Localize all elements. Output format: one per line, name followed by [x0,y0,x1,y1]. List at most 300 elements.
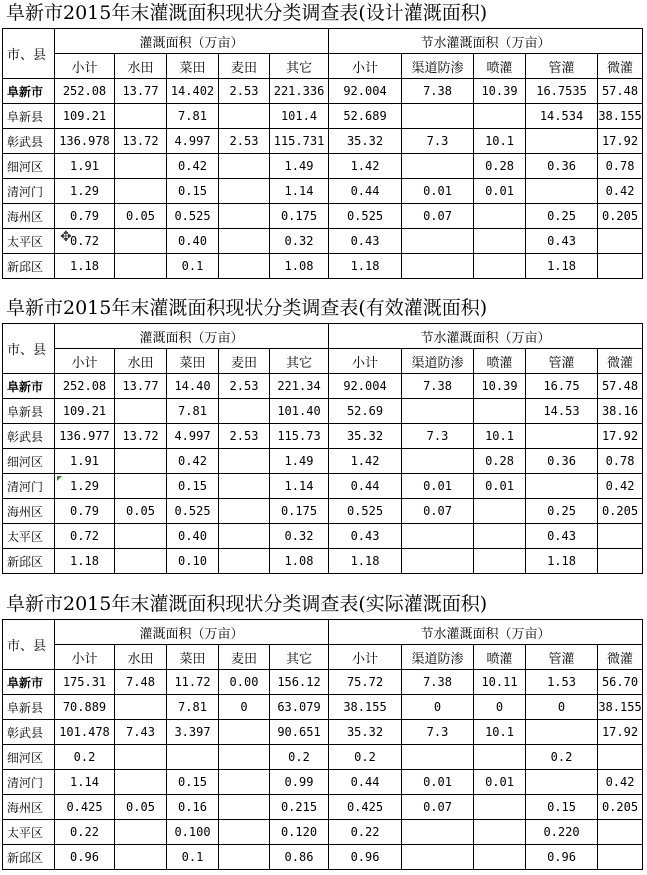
data-cell[interactable] [219,449,270,474]
data-cell[interactable] [219,820,270,845]
data-cell[interactable]: 252.08 [55,374,115,399]
data-cell[interactable] [115,820,167,845]
data-cell[interactable]: 0.32 [270,229,329,254]
column-header[interactable]: 渠道防渗 [402,645,474,670]
data-cell[interactable]: 1.18 [329,254,402,279]
data-cell[interactable]: 0.2 [526,745,598,770]
data-cell[interactable]: 1.91 [55,154,115,179]
region-name-cell[interactable]: 清河门 [3,179,55,204]
data-cell[interactable]: 1.14 [270,474,329,499]
column-header[interactable]: 微灌 [598,54,643,79]
data-cell[interactable] [115,104,167,129]
data-cell[interactable] [219,795,270,820]
region-name-cell[interactable]: 阜新县 [3,399,55,424]
data-cell[interactable]: 7.3 [402,720,474,745]
data-cell[interactable]: 2.53 [219,129,270,154]
region-name-cell[interactable]: 彰武县 [3,424,55,449]
data-cell[interactable]: 0.22 [329,820,402,845]
data-cell[interactable]: 0.10 [167,549,219,574]
column-header[interactable]: 菜田 [167,645,219,670]
data-cell[interactable]: 75.72 [329,670,402,695]
data-cell[interactable] [598,820,643,845]
data-cell[interactable]: 11.72 [167,670,219,695]
data-cell[interactable]: 0.215 [270,795,329,820]
data-cell[interactable]: 0.79 [55,204,115,229]
region-header[interactable]: 市、县 [3,620,55,670]
column-header[interactable]: 喷灌 [474,349,526,374]
data-cell[interactable]: 0.43 [526,524,598,549]
data-cell[interactable]: 0.36 [526,449,598,474]
column-header[interactable]: 小计 [55,645,115,670]
data-cell[interactable]: 0.01 [474,770,526,795]
column-header[interactable]: 喷灌 [474,645,526,670]
data-cell[interactable]: 109.21 [55,399,115,424]
data-cell[interactable] [598,745,643,770]
data-cell[interactable]: 0.2 [329,745,402,770]
data-cell[interactable]: 175.31 [55,670,115,695]
data-cell[interactable] [526,770,598,795]
data-cell[interactable]: 16.7535 [526,79,598,104]
data-cell[interactable]: 57.48 [598,79,643,104]
data-cell[interactable]: 1.29 [55,474,115,499]
region-header[interactable]: 市、县 [3,29,55,79]
data-cell[interactable]: 7.81 [167,399,219,424]
data-cell[interactable]: 0.01 [402,179,474,204]
data-cell[interactable] [219,474,270,499]
data-cell[interactable]: 7.38 [402,374,474,399]
region-header[interactable]: 市、县 [3,324,55,374]
data-cell[interactable]: 57.48 [598,374,643,399]
data-cell[interactable]: 52.69 [329,399,402,424]
data-cell[interactable] [402,845,474,870]
data-cell[interactable]: 0.16 [167,795,219,820]
data-cell[interactable]: 70.889 [55,695,115,720]
region-name-cell[interactable]: 细河区 [3,154,55,179]
data-cell[interactable]: 0.01 [402,474,474,499]
data-cell[interactable]: 0.32 [270,524,329,549]
region-name-cell[interactable]: 太平区 [3,229,55,254]
data-cell[interactable]: 1.53 [526,670,598,695]
data-cell[interactable]: 221.336 [270,79,329,104]
region-name-cell[interactable]: 新邱区 [3,549,55,574]
data-cell[interactable] [219,770,270,795]
data-cell[interactable]: 0.205 [598,204,643,229]
data-cell[interactable]: 0.40 [167,524,219,549]
data-cell[interactable] [474,499,526,524]
data-cell[interactable]: 0.01 [474,179,526,204]
data-cell[interactable] [115,154,167,179]
data-cell[interactable] [115,229,167,254]
data-cell[interactable]: 0.44 [329,179,402,204]
data-cell[interactable]: 0.220 [526,820,598,845]
data-cell[interactable] [598,845,643,870]
column-header[interactable]: 渠道防渗 [402,349,474,374]
data-cell[interactable]: 35.32 [329,720,402,745]
data-cell[interactable]: 1.49 [270,154,329,179]
data-cell[interactable]: 0.100 [167,820,219,845]
data-cell[interactable] [598,254,643,279]
data-cell[interactable]: 17.92 [598,424,643,449]
data-cell[interactable]: 115.73 [270,424,329,449]
data-cell[interactable]: 35.32 [329,424,402,449]
column-header[interactable]: 小计 [329,54,402,79]
data-cell[interactable] [115,770,167,795]
data-cell[interactable]: 38.155 [329,695,402,720]
data-cell[interactable]: 0.07 [402,795,474,820]
data-cell[interactable]: 1.42 [329,154,402,179]
column-header[interactable]: 水田 [115,54,167,79]
data-cell[interactable]: 0.86 [270,845,329,870]
region-name-cell[interactable]: 海州区 [3,204,55,229]
region-name-cell[interactable]: 彰武县 [3,129,55,154]
region-name-cell[interactable]: 阜新市 [3,670,55,695]
column-header[interactable]: 其它 [270,349,329,374]
data-cell[interactable]: 0.42 [598,474,643,499]
data-cell[interactable]: 10.1 [474,424,526,449]
region-name-cell[interactable]: 阜新市 [3,79,55,104]
data-cell[interactable]: 0.01 [474,474,526,499]
data-cell[interactable] [115,549,167,574]
data-cell[interactable]: 0.78 [598,154,643,179]
data-cell[interactable]: 0.43 [329,229,402,254]
data-cell[interactable] [219,524,270,549]
region-name-cell[interactable]: 海州区 [3,499,55,524]
data-cell[interactable]: 0.44 [329,770,402,795]
region-name-cell[interactable]: 清河门 [3,474,55,499]
data-cell[interactable]: 1.49 [270,449,329,474]
data-cell[interactable] [474,524,526,549]
region-name-cell[interactable]: 新邱区 [3,254,55,279]
data-cell[interactable] [474,795,526,820]
column-header[interactable]: 麦田 [219,645,270,670]
data-cell[interactable]: 101.4 [270,104,329,129]
data-cell[interactable]: 1.18 [55,254,115,279]
data-cell[interactable]: 7.38 [402,79,474,104]
data-cell[interactable]: 0.425 [329,795,402,820]
data-cell[interactable]: 2.53 [219,79,270,104]
data-cell[interactable]: 16.75 [526,374,598,399]
data-cell[interactable]: 221.34 [270,374,329,399]
irrigated-area-group-header[interactable]: 灌溉面积（万亩） [55,620,329,645]
data-cell[interactable] [474,104,526,129]
data-cell[interactable]: 17.92 [598,720,643,745]
data-cell[interactable]: 14.40 [167,374,219,399]
column-header[interactable]: 微灌 [598,349,643,374]
data-cell[interactable] [402,104,474,129]
column-header[interactable]: 管灌 [526,645,598,670]
data-cell[interactable]: 0.28 [474,449,526,474]
data-cell[interactable]: 4.997 [167,424,219,449]
data-cell[interactable]: 2.53 [219,424,270,449]
data-cell[interactable] [402,229,474,254]
data-cell[interactable]: 1.18 [329,549,402,574]
data-cell[interactable]: 14.402 [167,79,219,104]
data-cell[interactable]: 90.651 [270,720,329,745]
data-cell[interactable] [474,745,526,770]
data-cell[interactable] [402,549,474,574]
data-cell[interactable]: 13.77 [115,79,167,104]
data-cell[interactable]: 1.18 [526,254,598,279]
data-cell[interactable]: 13.77 [115,374,167,399]
data-cell[interactable]: 38.155 [598,695,643,720]
data-cell[interactable] [115,399,167,424]
data-cell[interactable]: 0.425 [55,795,115,820]
data-cell[interactable]: 0 [526,695,598,720]
column-header[interactable]: 小计 [55,54,115,79]
region-name-cell[interactable]: 海州区 [3,795,55,820]
data-cell[interactable]: 0.205 [598,795,643,820]
data-cell[interactable]: 7.38 [402,670,474,695]
data-cell[interactable] [219,229,270,254]
region-name-cell[interactable]: 细河区 [3,449,55,474]
region-name-cell[interactable]: 阜新市 [3,374,55,399]
data-cell[interactable] [115,449,167,474]
region-name-cell[interactable]: 太平区 [3,524,55,549]
data-cell[interactable] [402,745,474,770]
data-cell[interactable]: 101.478 [55,720,115,745]
data-cell[interactable] [219,720,270,745]
data-cell[interactable]: 63.079 [270,695,329,720]
data-cell[interactable]: 0.42 [167,154,219,179]
data-cell[interactable] [219,104,270,129]
column-header[interactable]: 喷灌 [474,54,526,79]
data-cell[interactable] [167,745,219,770]
column-header[interactable]: 小计 [55,349,115,374]
data-cell[interactable] [402,524,474,549]
data-cell[interactable] [219,179,270,204]
data-cell[interactable]: 0.43 [526,229,598,254]
data-cell[interactable]: 2.53 [219,374,270,399]
data-cell[interactable]: 0.175 [270,204,329,229]
column-header[interactable]: 菜田 [167,54,219,79]
data-cell[interactable]: 0.120 [270,820,329,845]
column-header[interactable]: 管灌 [526,349,598,374]
data-cell[interactable]: 17.92 [598,129,643,154]
data-cell[interactable] [219,549,270,574]
data-cell[interactable] [115,474,167,499]
data-cell[interactable]: 0.525 [167,204,219,229]
data-cell[interactable] [526,474,598,499]
data-cell[interactable]: 0.01 [402,770,474,795]
water-saving-group-header[interactable]: 节水灌溉面积（万亩） [329,324,643,349]
data-cell[interactable]: 7.43 [115,720,167,745]
data-cell[interactable]: 14.53 [526,399,598,424]
data-cell[interactable]: 7.3 [402,129,474,154]
data-cell[interactable] [115,845,167,870]
data-cell[interactable] [526,720,598,745]
data-cell[interactable]: 136.977 [55,424,115,449]
data-cell[interactable] [115,524,167,549]
irrigated-area-group-header[interactable]: 灌溉面积（万亩） [55,324,329,349]
data-cell[interactable]: 0 [219,695,270,720]
data-cell[interactable]: 109.21 [55,104,115,129]
data-cell[interactable]: 0.36 [526,154,598,179]
data-cell[interactable]: 0.44 [329,474,402,499]
column-header[interactable]: 水田 [115,349,167,374]
data-cell[interactable]: 0 [474,695,526,720]
data-cell[interactable]: 0.525 [329,499,402,524]
data-cell[interactable]: 1.18 [55,549,115,574]
data-cell[interactable] [115,695,167,720]
water-saving-group-header[interactable]: 节水灌溉面积（万亩） [329,29,643,54]
data-cell[interactable]: 115.731 [270,129,329,154]
data-cell[interactable]: 0.25 [526,499,598,524]
column-header[interactable]: 菜田 [167,349,219,374]
data-cell[interactable] [219,499,270,524]
data-cell[interactable] [115,254,167,279]
data-cell[interactable]: 0.07 [402,499,474,524]
data-cell[interactable]: 0.22 [55,820,115,845]
column-header[interactable]: 管灌 [526,54,598,79]
data-cell[interactable]: 92.004 [329,79,402,104]
data-cell[interactable]: 7.3 [402,424,474,449]
data-cell[interactable]: 0.15 [167,770,219,795]
data-cell[interactable]: 10.39 [474,79,526,104]
data-cell[interactable]: 0.05 [115,204,167,229]
region-name-cell[interactable]: 清河门 [3,770,55,795]
region-name-cell[interactable]: 太平区 [3,820,55,845]
data-cell[interactable]: 38.16 [598,399,643,424]
data-cell[interactable]: 0.42 [167,449,219,474]
data-cell[interactable]: 0.42 [598,770,643,795]
data-cell[interactable] [474,204,526,229]
data-cell[interactable]: 0.15 [167,474,219,499]
data-cell[interactable]: 0.05 [115,795,167,820]
data-cell[interactable]: 1.14 [55,770,115,795]
data-cell[interactable]: 0.96 [329,845,402,870]
region-name-cell[interactable]: 阜新县 [3,695,55,720]
column-header[interactable]: 其它 [270,54,329,79]
data-cell[interactable]: 7.81 [167,695,219,720]
data-cell[interactable]: 0.00 [219,670,270,695]
data-cell[interactable] [402,449,474,474]
data-cell[interactable]: 252.08 [55,79,115,104]
data-cell[interactable] [598,229,643,254]
data-cell[interactable]: 0.79 [55,499,115,524]
data-cell[interactable]: 1.42 [329,449,402,474]
data-cell[interactable] [219,204,270,229]
data-cell[interactable]: 13.72 [115,129,167,154]
data-cell[interactable]: 1.08 [270,549,329,574]
data-cell[interactable]: 0.99 [270,770,329,795]
data-cell[interactable]: 0.175 [270,499,329,524]
data-cell[interactable]: 10.39 [474,374,526,399]
data-cell[interactable]: 0.40 [167,229,219,254]
data-cell[interactable] [219,399,270,424]
data-cell[interactable]: 35.32 [329,129,402,154]
data-cell[interactable] [219,254,270,279]
data-cell[interactable] [115,179,167,204]
data-cell[interactable]: 0.05 [115,499,167,524]
data-cell[interactable] [598,524,643,549]
data-cell[interactable]: 7.48 [115,670,167,695]
data-cell[interactable]: 156.12 [270,670,329,695]
data-cell[interactable]: 0.525 [329,204,402,229]
column-header[interactable]: 小计 [329,349,402,374]
data-cell[interactable] [474,549,526,574]
data-cell[interactable]: 10.11 [474,670,526,695]
data-cell[interactable]: 0.28 [474,154,526,179]
water-saving-group-header[interactable]: 节水灌溉面积（万亩） [329,620,643,645]
column-header[interactable]: 麦田 [219,54,270,79]
data-cell[interactable] [526,179,598,204]
data-cell[interactable] [526,424,598,449]
data-cell[interactable] [474,820,526,845]
data-cell[interactable]: 1.91 [55,449,115,474]
data-cell[interactable]: 4.997 [167,129,219,154]
column-header[interactable]: 渠道防渗 [402,54,474,79]
data-cell[interactable] [474,229,526,254]
data-cell[interactable]: 0.1 [167,845,219,870]
data-cell[interactable] [402,254,474,279]
data-cell[interactable]: 1.08 [270,254,329,279]
column-header[interactable]: 微灌 [598,645,643,670]
data-cell[interactable]: 13.72 [115,424,167,449]
data-cell[interactable]: 0.1 [167,254,219,279]
data-cell[interactable]: 56.70 [598,670,643,695]
data-cell[interactable]: 0.42 [598,179,643,204]
data-cell[interactable]: 0.15 [167,179,219,204]
data-cell[interactable] [598,549,643,574]
data-cell[interactable]: 0.72 [55,524,115,549]
data-cell[interactable]: 0.72 [55,229,115,254]
data-cell[interactable]: 0.15 [526,795,598,820]
data-cell[interactable]: 0.205 [598,499,643,524]
data-cell[interactable]: 0.43 [329,524,402,549]
region-name-cell[interactable]: 阜新县 [3,104,55,129]
column-header[interactable]: 水田 [115,645,167,670]
data-cell[interactable]: 0.525 [167,499,219,524]
data-cell[interactable]: 1.14 [270,179,329,204]
data-cell[interactable]: 1.18 [526,549,598,574]
data-cell[interactable]: 52.689 [329,104,402,129]
data-cell[interactable]: 10.1 [474,129,526,154]
data-cell[interactable]: 1.29 [55,179,115,204]
column-header[interactable]: 小计 [329,645,402,670]
data-cell[interactable] [526,129,598,154]
irrigated-area-group-header[interactable]: 灌溉面积（万亩） [55,29,329,54]
data-cell[interactable] [474,254,526,279]
data-cell[interactable] [219,845,270,870]
data-cell[interactable]: 101.40 [270,399,329,424]
region-name-cell[interactable]: 彰武县 [3,720,55,745]
region-name-cell[interactable]: 新邱区 [3,845,55,870]
data-cell[interactable]: 0.96 [55,845,115,870]
column-header[interactable]: 其它 [270,645,329,670]
data-cell[interactable]: 0.2 [55,745,115,770]
data-cell[interactable] [474,399,526,424]
data-cell[interactable]: 0 [402,695,474,720]
data-cell[interactable]: 136.978 [55,129,115,154]
data-cell[interactable] [115,745,167,770]
data-cell[interactable] [402,399,474,424]
data-cell[interactable] [402,154,474,179]
data-cell[interactable]: 10.1 [474,720,526,745]
data-cell[interactable]: 14.534 [526,104,598,129]
data-cell[interactable] [219,154,270,179]
data-cell[interactable]: 92.004 [329,374,402,399]
column-header[interactable]: 麦田 [219,349,270,374]
data-cell[interactable]: 0.07 [402,204,474,229]
data-cell[interactable] [402,820,474,845]
data-cell[interactable] [219,745,270,770]
data-cell[interactable]: 0.78 [598,449,643,474]
data-cell[interactable]: 38.155 [598,104,643,129]
data-cell[interactable]: 7.81 [167,104,219,129]
region-name-cell[interactable]: 细河区 [3,745,55,770]
data-cell[interactable]: 0.25 [526,204,598,229]
data-cell[interactable]: 3.397 [167,720,219,745]
